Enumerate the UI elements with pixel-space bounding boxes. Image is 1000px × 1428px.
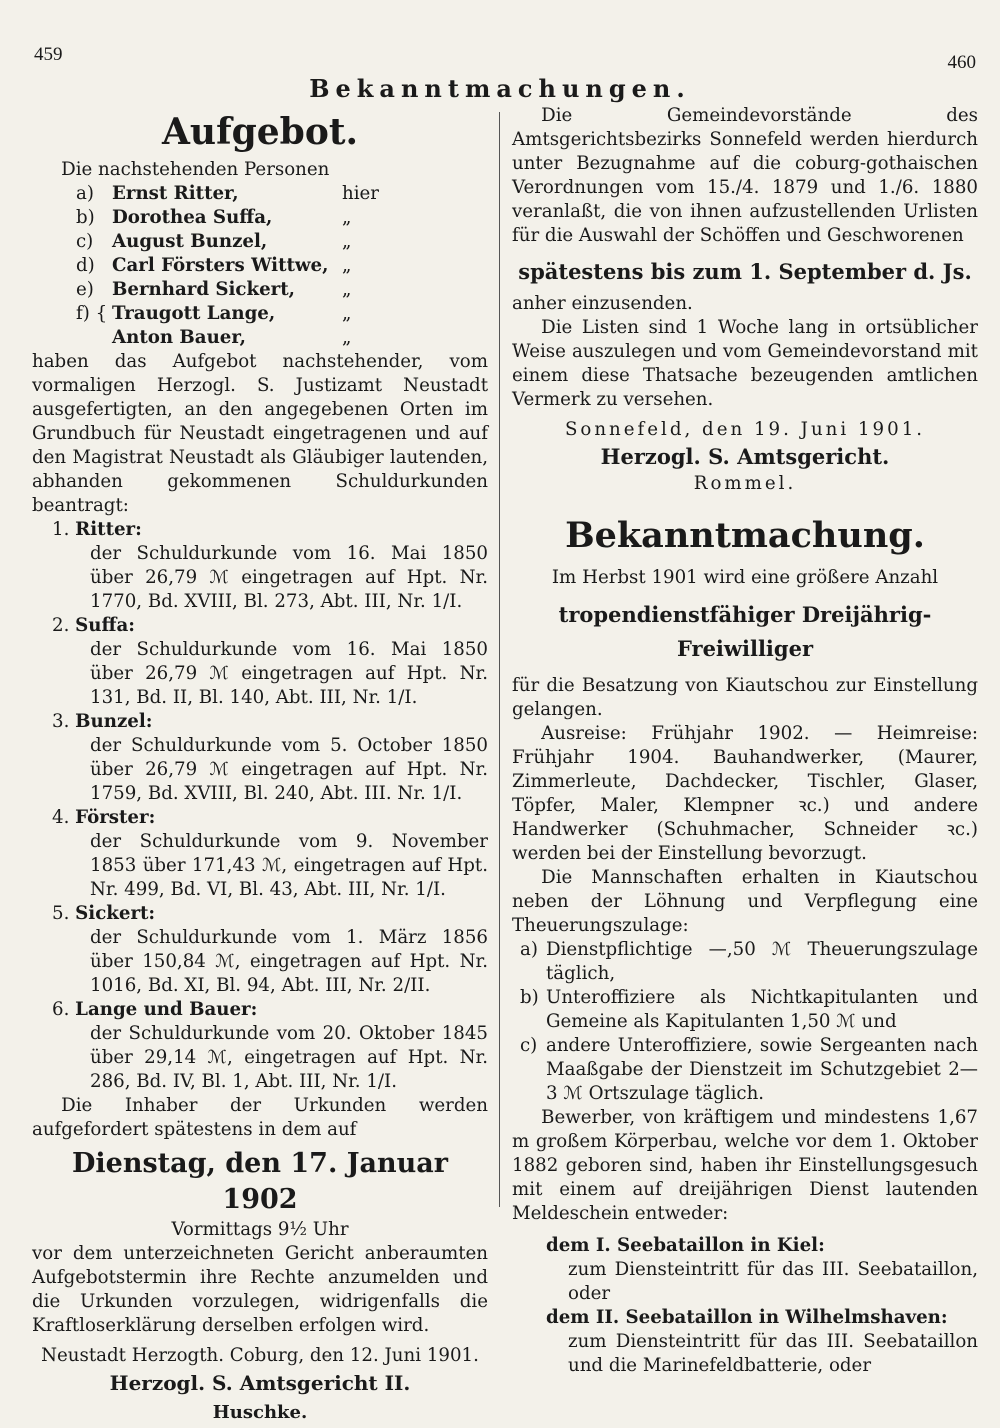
recruit-travel: Ausreise: Frühjahr 1902. — Heimreise: Frühjahr 1904. Bauhandwerker, (Maurer, Zimmerleute, Dachdecker, Tischler, Glaser, Töpfer, Maler, Klempner ꝛc.) und andere Handwerker (Schuhmacher, Schneider ꝛc.) werden bei der Einstellung bevorzugt. [512, 723, 978, 864]
person-name: Ernst Ritter, [112, 183, 239, 204]
recruit-requirements: Bewerber, von kräftigem und mindestens 1,67 m großem Körperbau, welche vor dem 1. Oktober 1882 geboren sind, haben ihr Einstellungsgesuch mit einem auf dreijährigen Dienst lautenden Meldeschein entweder: [512, 1107, 978, 1224]
person-place: „ [342, 231, 352, 252]
aufgebot-title: Aufgebot. [161, 111, 358, 153]
entry-number: 3. [52, 711, 70, 732]
allowance-row [520, 938, 978, 986]
entry-name: Ritter: [75, 519, 142, 540]
person-mark [76, 326, 112, 350]
allowance-text: Dienstpflichtige —,50 ℳ Theuerungszulage täglich, [546, 939, 978, 984]
person-row [76, 230, 488, 254]
allowance-text: andere Unteroffiziere, sowie Sergeanten nach Maaßgabe der Dienstzeit im Schutzgebiet 2—3 ℳ Ortszulage täglich. [546, 1035, 978, 1104]
allowance-mark: c) [520, 1035, 538, 1056]
wanted-heading: tropendienstfähiger Dreijährig-Freiwilliger [558, 602, 932, 661]
recruit-destination: für die Besatzung von Kiautschou zur Einstellung gelangen. [512, 675, 978, 720]
recruit-intro: Im Herbst 1901 wird eine größere Anzahl [551, 567, 939, 588]
person-row [76, 182, 488, 206]
entry-detail: der Schuldurkunde vom 5. October 1850 über 26,79 ℳ eingetragen auf Hpt. Nr. 1759, Bd. XVIII, Bl. 240, Abt. III. Nr. 1/I. [90, 735, 488, 804]
entry-detail: der Schuldurkunde vom 16. Mai 1850 über 26,79 ℳ eingetragen auf Hpt. Nr. 1770, Bd. XVIII, Bl. 273, Abt. III, Nr. 1/I. [90, 543, 488, 612]
person-place: hier [342, 183, 379, 204]
entry-number: 1. [52, 519, 70, 540]
summons-continuation: vor dem unterzeichneten Gericht anberaumten Aufgebotstermin ihre Rechte anzumelden und die Urkunden vorzulegen, widrigenfalls die Kraftloserklärung derselben erfolgen wird. [32, 1243, 488, 1336]
person-place: „ [342, 303, 352, 324]
entry-number: 4. [52, 807, 70, 828]
person-name: Traugott Lange, [112, 303, 276, 324]
entry-name: Förster: [75, 807, 156, 828]
person-place: „ [342, 279, 352, 300]
person-name: August Bunzel, [112, 231, 268, 252]
entry-number: 2. [52, 615, 70, 636]
left-column [32, 104, 488, 1428]
person-list [76, 182, 488, 350]
entry-number: 6. [52, 999, 70, 1020]
page-number-right: 460 [947, 52, 976, 73]
left-place-date: Neustadt Herzogth. Coburg, den 12. Juni 1901. [41, 1345, 479, 1366]
left-court-name: Herzogl. S. Amtsgericht II. [109, 1371, 411, 1395]
entry-list [32, 518, 488, 1094]
hearing-date: Dienstag, den 17. Januar 1902 [71, 1148, 449, 1215]
right-court-name: Herzogl. S. Amtsgericht. [600, 444, 890, 469]
deadline-text: spätestens bis zum 1. September d. Js. [518, 259, 972, 284]
person-name: Dorothea Suffa, [112, 207, 273, 228]
person-row [76, 206, 488, 230]
allowance-mark: a) [520, 939, 538, 960]
column-divider [499, 112, 500, 1207]
allowance-mark: b) [520, 987, 539, 1008]
notice-send-text: anher einzusenden. [512, 293, 693, 314]
person-mark: c) [76, 231, 94, 252]
battalion-kiel-note: zum Diensteintritt für das III. Seebataillon, oder [568, 1259, 978, 1304]
person-place: „ [342, 207, 352, 228]
person-place: „ [342, 255, 352, 276]
entry-name: Bunzel: [75, 711, 153, 732]
entry-heading [52, 998, 488, 1022]
person-row [76, 254, 488, 278]
page-number-left: 459 [34, 44, 63, 65]
entry-detail: der Schuldurkunde vom 16. Mai 1850 über 26,79 ℳ eingetragen auf Hpt. Nr. 131, Bd. II, Bl. 140, Abt. III, Nr. 1/I. [90, 639, 488, 708]
person-mark: b) [76, 207, 95, 228]
battalion-wilhelmshaven-note: zum Diensteintritt für das III. Seebataillon und die Marinefeldbatterie, oder [568, 1331, 978, 1376]
person-row [76, 278, 488, 302]
battalion-wilhelmshaven: dem II. Seebataillon in Wilhelmshaven: [546, 1307, 948, 1328]
recruit-pay: Die Mannschaften erhalten in Kiautschou neben der Löhnung und Verpflegung eine Theuerungszulage: [512, 867, 978, 936]
entry-name: Suffa: [75, 615, 135, 636]
entry-number: 5. [52, 903, 70, 924]
person-place: „ [342, 327, 352, 348]
person-row [76, 302, 488, 326]
right-column [512, 104, 978, 1378]
entry-detail: der Schuldurkunde vom 1. März 1856 über 150,84 ℳ, eingetragen auf Hpt. Nr. 1016, Bd. XI, Bl. 94, Abt. III, Nr. 2/II. [90, 927, 488, 996]
hearing-time: Vormittags 9½ Uhr [171, 1219, 349, 1240]
bekanntmachung-title: Bekanntmachung. [565, 515, 925, 556]
allowance-text: Unteroffiziere als Nichtkapitulanten und Gemeine als Kapitulanten 1,50 ℳ und [546, 987, 978, 1032]
allowance-list [520, 938, 978, 1106]
entry-name: Sickert: [75, 903, 156, 924]
aufgebot-body: haben das Aufgebot nachstehender, vom vormaligen Herzogl. S. Justizamt Neustadt ausgefertigten, an den angegebenen Orten im Grundbuch für Neustadt eingetragenen und auf den Magistrat Neustadt als Gläubiger lautenden, abhanden gekommenen Schuldurkunden beantragt: [32, 351, 488, 516]
entry-detail: der Schuldurkunde vom 20. Oktober 1845 über 29,14 ℳ, eingetragen auf Hpt. Nr. 286, Bd. IV, Bl. 1, Abt. III, Nr. 1/I. [90, 1023, 488, 1092]
person-name: Anton Bauer, [112, 327, 246, 348]
person-name: Carl Försters Wittwe, [112, 255, 329, 276]
person-mark: a) [76, 183, 94, 204]
right-signer: Rommel. [693, 473, 797, 494]
entry-heading [52, 806, 488, 830]
person-mark: e) [76, 279, 94, 300]
page-headline: Bekanntmachungen. [309, 74, 691, 103]
entry-heading [52, 518, 488, 542]
entry-detail: der Schuldurkunde vom 9. November 1853 über 171,43 ℳ, eingetragen auf Hpt. Nr. 499, Bd. VI, Bl. 43, Abt. III, Nr. 1/I. [90, 831, 488, 900]
right-place-date: Sonnefeld, den 19. Juni 1901. [564, 419, 926, 440]
entry-heading [52, 614, 488, 638]
person-mark: f) { [76, 303, 108, 324]
allowance-row [520, 1034, 978, 1106]
battalion-kiel: dem I. Seebataillon in Kiel: [546, 1235, 825, 1256]
entry-heading [52, 902, 488, 926]
person-mark: d) [76, 255, 95, 276]
notice-sonnefeld: Die Gemeindevorstände des Amtsgerichtsbezirks Sonnefeld werden hierdurch unter Bezugnahme auf die coburg-gothaischen Verordnungen vom 15./4. 1879 und 1./6. 1880 veranlaßt, die von ihnen aufzustellenden Urlisten für die Auswahl der Schöffen und Geschworenen [512, 105, 978, 246]
left-signer: Huschke. [212, 1402, 308, 1423]
summons-text: Die Inhaber der Urkunden werden aufgefordert spätestens in dem auf [32, 1095, 488, 1140]
person-row [76, 326, 488, 350]
allowance-row [520, 986, 978, 1034]
notice-lists-text: Die Listen sind 1 Woche lang in ortsüblicher Weise auszulegen und vom Gemeindevorstand mit einem diese Thatsache bezeugenden amtlichen Vermerk zu versehen. [512, 317, 978, 410]
entry-name: Lange und Bauer: [75, 999, 258, 1020]
person-name: Bernhard Sickert, [112, 279, 295, 300]
entry-heading [52, 710, 488, 734]
intro-text: Die nachstehenden Personen [61, 159, 330, 180]
